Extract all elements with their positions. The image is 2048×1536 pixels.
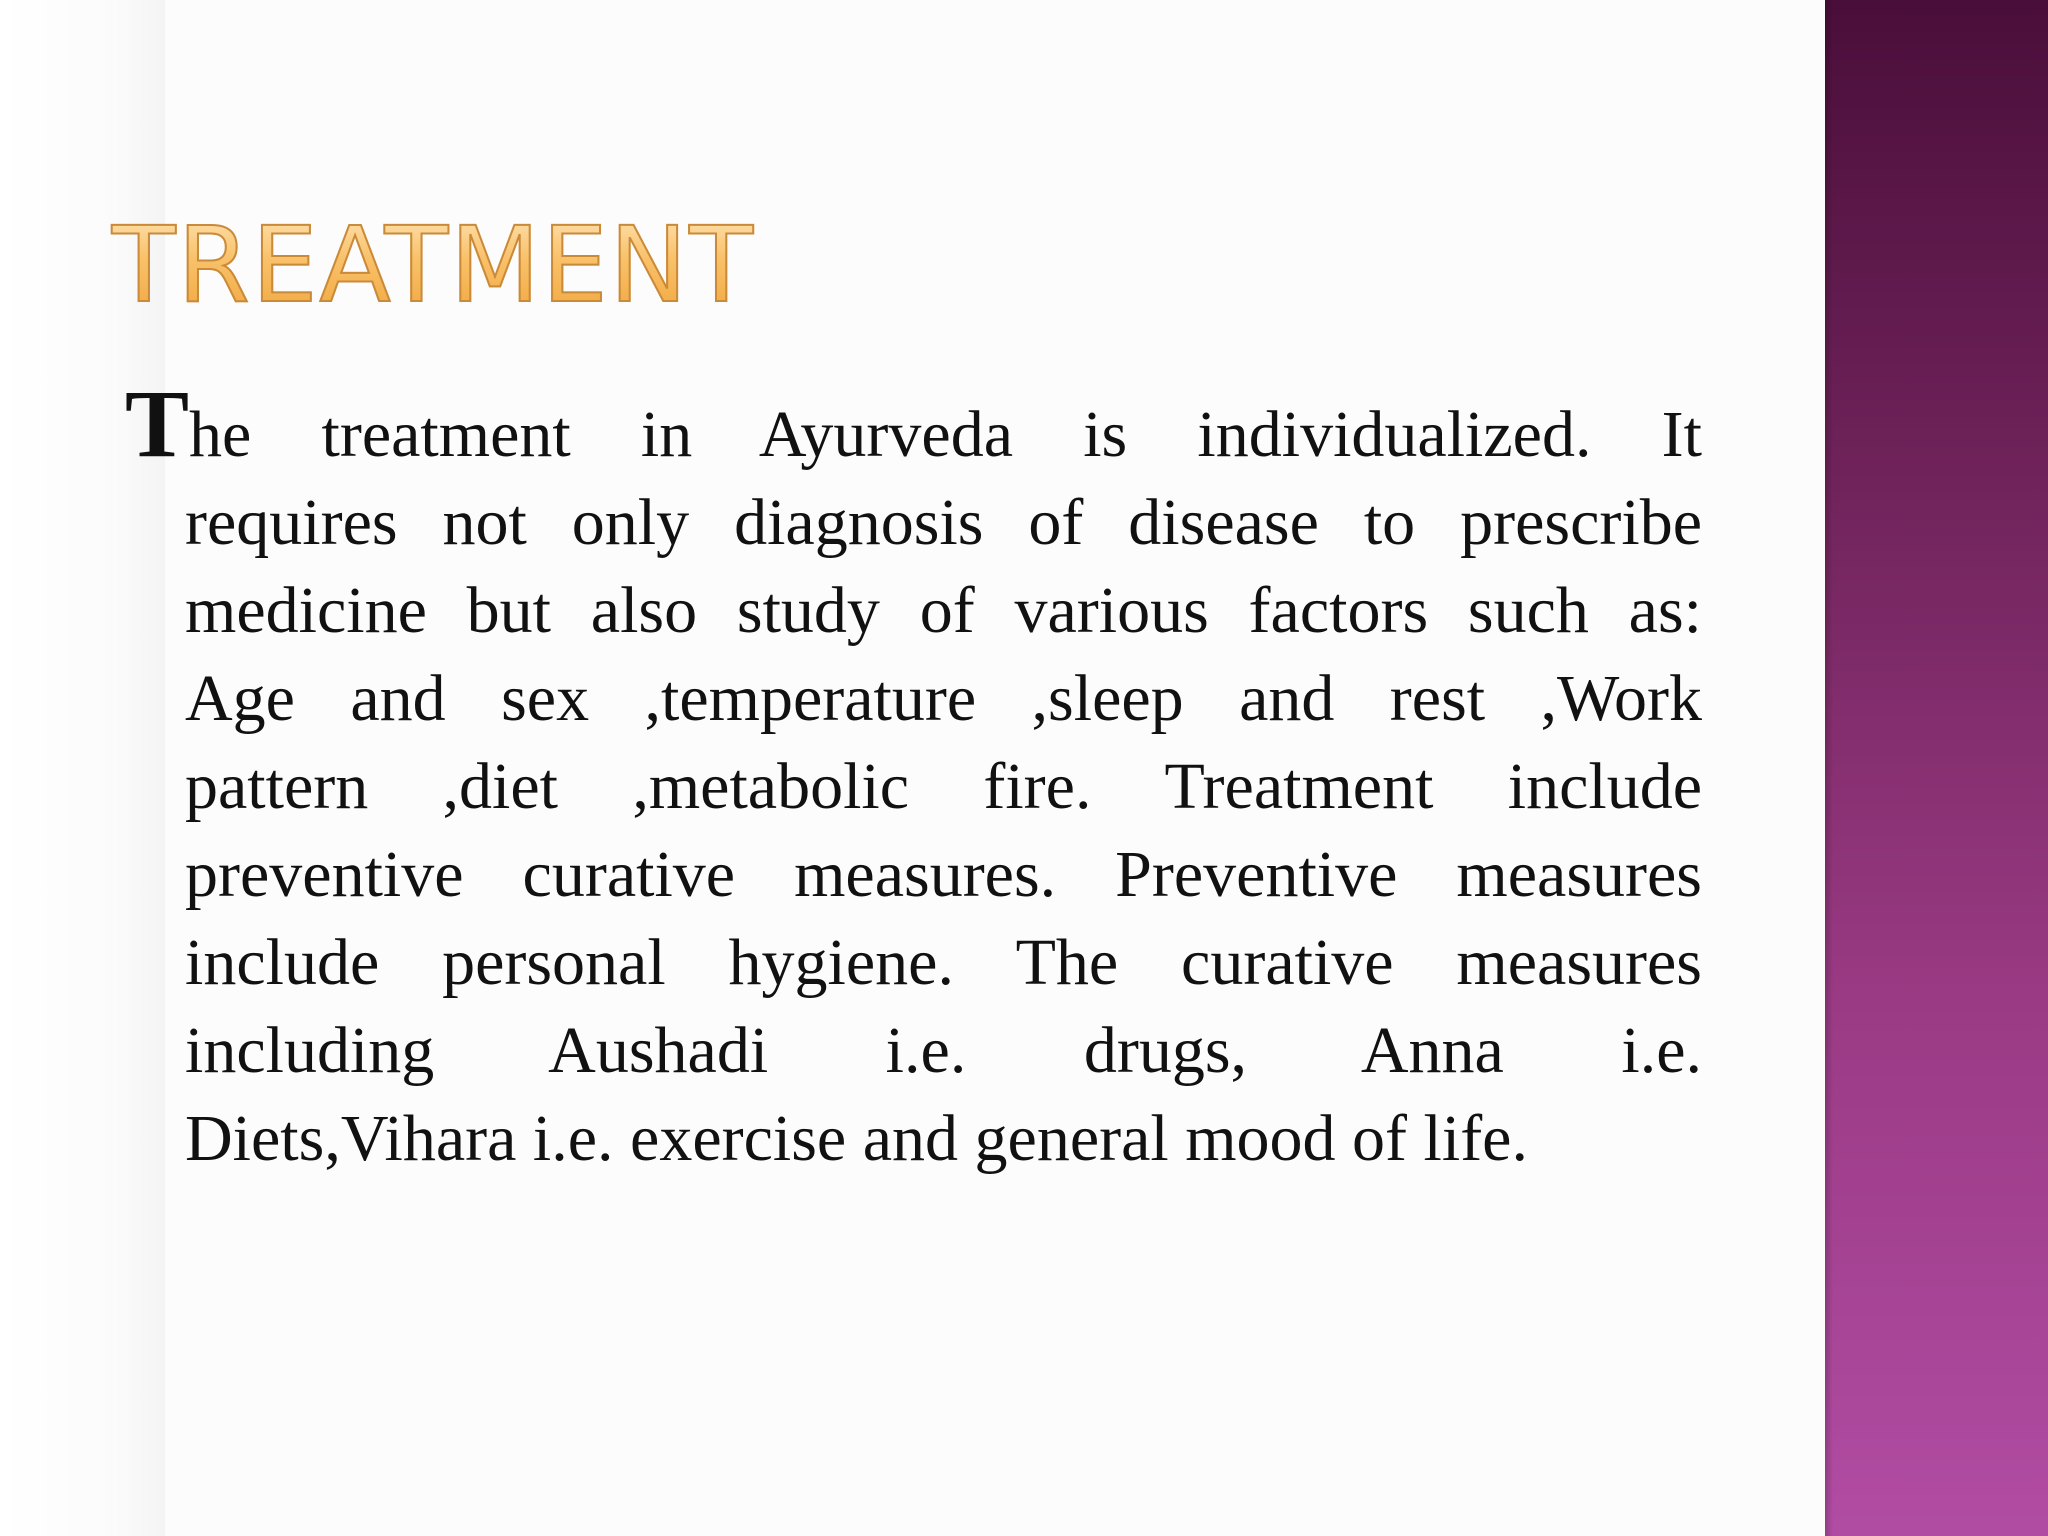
decorative-side-band xyxy=(1825,0,2048,1536)
body-line-1-text: he treatment in Ayurveda is individualized. It xyxy=(189,398,1702,471)
drop-cap-letter: T xyxy=(125,380,190,477)
slide-body-text xyxy=(125,380,1702,1183)
body-line-4: Age and sex ,temperature ,sleep and rest ,Work xyxy=(185,662,1702,735)
body-line-2: requires not only diagnosis of disease to prescribe xyxy=(185,486,1702,559)
body-line-7: include personal hygiene. The curative measures xyxy=(185,926,1702,999)
slide-title: TREATMENT xyxy=(112,205,1012,325)
side-band-edge xyxy=(1825,0,1833,1536)
body-line-9: Diets,Vihara i.e. exercise and general mood of life. xyxy=(185,1102,1528,1175)
body-line-5: pattern ,diet ,metabolic fire. Treatment include xyxy=(185,750,1702,823)
body-line-1 xyxy=(125,380,1702,479)
body-line-6: preventive curative measures. Preventive measures xyxy=(185,838,1702,911)
body-line-3: medicine but also study of various factors such as: xyxy=(185,574,1702,647)
body-line-8: including Aushadi i.e. drugs, Anna i.e. xyxy=(185,1014,1702,1087)
